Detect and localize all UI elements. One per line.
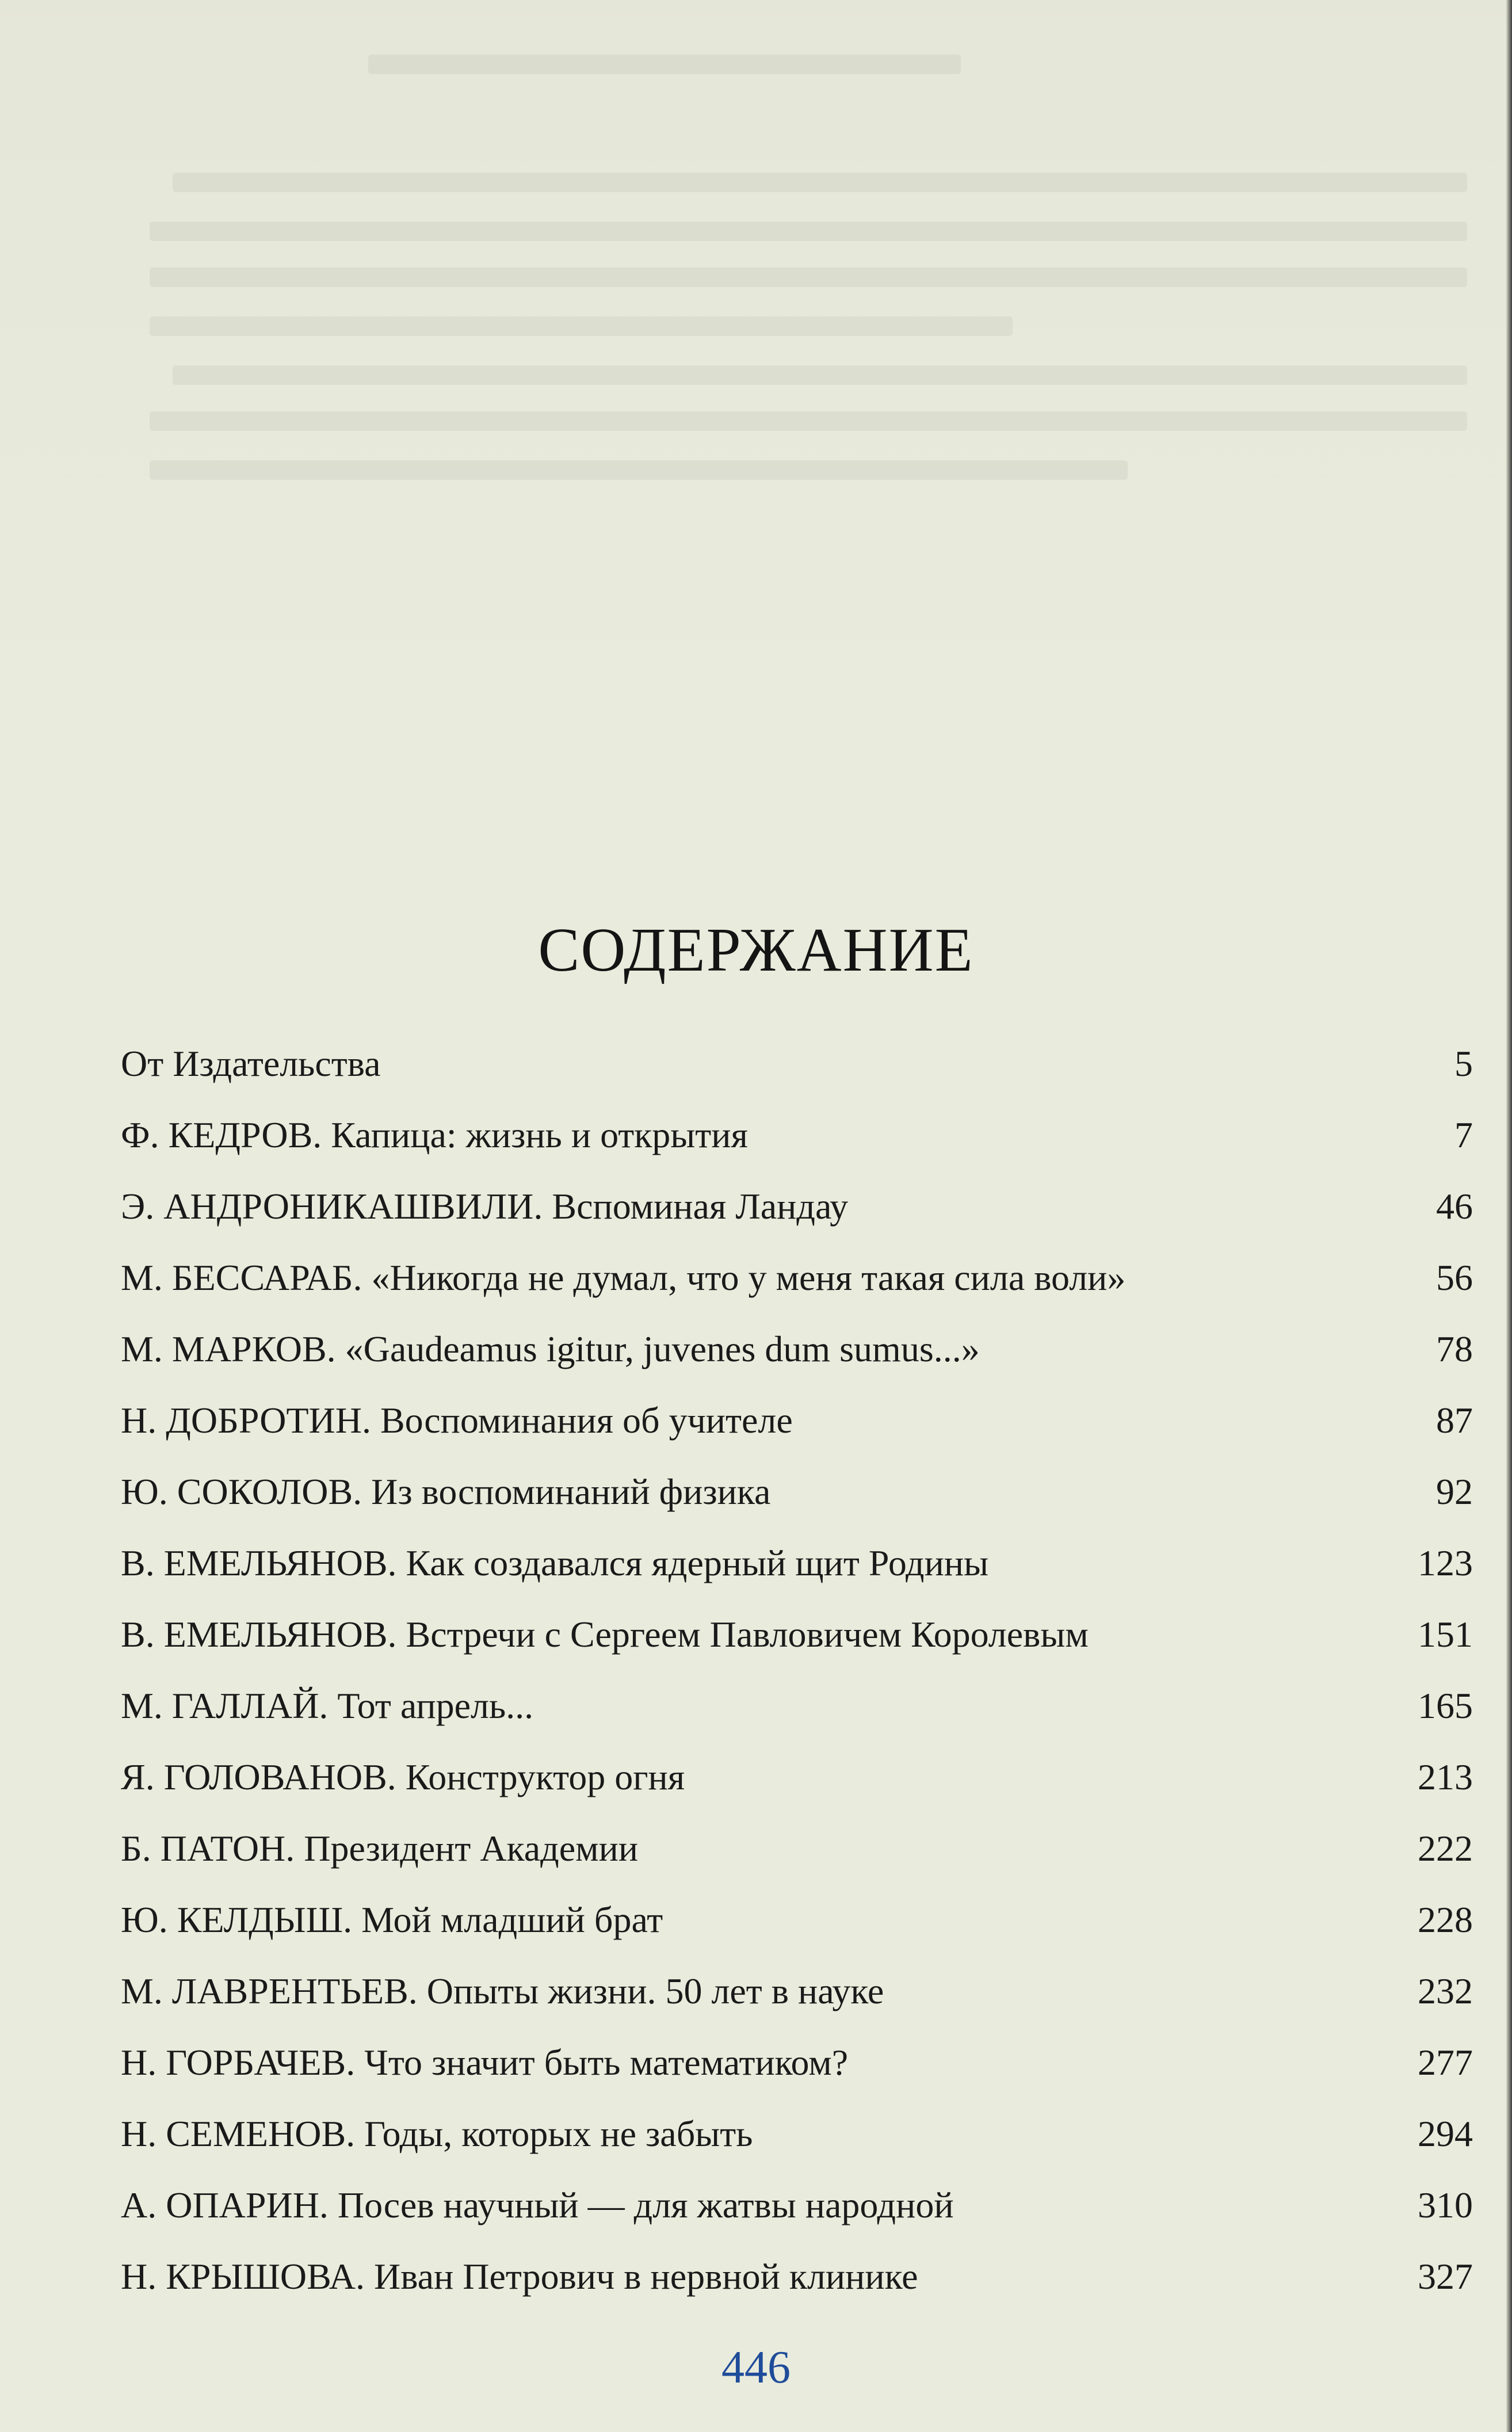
show-through-line bbox=[173, 365, 1467, 385]
toc-entry-text: М. МАРКОВ. «Gaudeamus igitur, juvenes dum sumus...» bbox=[121, 1328, 980, 1369]
toc-entry bbox=[121, 2041, 1473, 2113]
page-edge bbox=[1506, 0, 1512, 2432]
toc-page-number: 7 bbox=[1454, 1114, 1473, 1155]
toc-entry-text: Я. ГОЛОВАНОВ. Конструктор огня bbox=[121, 1757, 685, 1797]
show-through-line bbox=[150, 316, 1013, 336]
toc-entry bbox=[121, 1756, 1473, 1827]
toc-entry-text: От Издательства bbox=[121, 1043, 381, 1084]
toc-entry bbox=[121, 1328, 1473, 1399]
toc-entry-text: М. ГАЛЛАЙ. Тот апрель... bbox=[121, 1685, 534, 1726]
toc-entry-text: Ф. КЕДРОВ. Капица: жизнь и открытия bbox=[121, 1114, 748, 1155]
toc-entry bbox=[121, 2184, 1473, 2255]
toc-entry bbox=[121, 1471, 1473, 1542]
toc-page-number: 123 bbox=[1418, 1543, 1473, 1583]
show-through-line bbox=[368, 55, 961, 74]
toc-page-number: 310 bbox=[1418, 2185, 1473, 2225]
toc-entry bbox=[121, 1685, 1473, 1756]
toc-entry bbox=[121, 1542, 1473, 1613]
toc-entry bbox=[121, 1043, 1473, 1114]
toc-entry-text: М. ЛАВРЕНТЬЕВ. Опыты жизни. 50 лет в науке bbox=[121, 1971, 884, 2011]
toc-entry-text: В. ЕМЕЛЬЯНОВ. Как создавался ядерный щит Родины bbox=[121, 1543, 989, 1583]
toc-entry bbox=[121, 2255, 1473, 2327]
toc-entry-text: В. ЕМЕЛЬЯНОВ. Встречи с Сергеем Павловичем Королевым bbox=[121, 1614, 1089, 1655]
toc-entry-text: Н. СЕМЕНОВ. Годы, которых не забыть bbox=[121, 2113, 753, 2154]
toc-entry bbox=[121, 1399, 1473, 1471]
show-through-line bbox=[150, 460, 1128, 480]
show-through-line bbox=[173, 173, 1467, 192]
show-through-line bbox=[150, 411, 1467, 431]
toc-page-number: 222 bbox=[1418, 1828, 1473, 1869]
toc-entry bbox=[121, 1114, 1473, 1185]
toc-entry bbox=[121, 1970, 1473, 2041]
show-through-line bbox=[150, 268, 1467, 287]
toc-entry-text: А. ОПАРИН. Посев научный — для жатвы народной bbox=[121, 2185, 954, 2225]
toc-page-number: 165 bbox=[1418, 1685, 1473, 1726]
contents-title: СОДЕРЖАНИЕ bbox=[538, 916, 974, 984]
toc-entry-text: Н. КРЫШОВА. Иван Петрович в нервной клинике bbox=[121, 2256, 918, 2297]
toc-entry bbox=[121, 1827, 1473, 1899]
toc-page-number: 232 bbox=[1418, 1971, 1473, 2011]
toc-entry-text: Б. ПАТОН. Президент Академии bbox=[121, 1828, 639, 1869]
show-through-text-area bbox=[0, 0, 1512, 719]
toc-page-number: 327 bbox=[1418, 2256, 1473, 2297]
toc-entry-text: М. БЕССАРАБ. «Никогда не думал, что у меня такая сила воли» bbox=[121, 1257, 1126, 1298]
toc-page-number: 213 bbox=[1418, 1757, 1473, 1797]
toc-page-number: 228 bbox=[1418, 1899, 1473, 1940]
toc-entry-text: Э. АНДРОНИКАШВИЛИ. Вспоминая Ландау bbox=[121, 1186, 849, 1227]
toc-entry-text: Ю. СОКОЛОВ. Из воспоминаний физика bbox=[121, 1471, 771, 1512]
toc-page-number: 92 bbox=[1436, 1471, 1473, 1512]
table-of-contents bbox=[121, 1043, 1473, 2327]
page-number: 446 bbox=[721, 2342, 791, 2393]
toc-page-number: 56 bbox=[1436, 1257, 1473, 1298]
toc-entry-text: Н. ГОРБАЧЕВ. Что значит быть математиком? bbox=[121, 2042, 849, 2083]
toc-page-number: 277 bbox=[1418, 2042, 1473, 2083]
toc-entry bbox=[121, 1613, 1473, 1685]
toc-entry-text: Ю. КЕЛДЫШ. Мой младший брат bbox=[121, 1899, 663, 1940]
toc-entry bbox=[121, 1257, 1473, 1328]
toc-page-number: 5 bbox=[1454, 1043, 1473, 1084]
toc-page-number: 87 bbox=[1436, 1400, 1473, 1441]
toc-page-number: 294 bbox=[1418, 2113, 1473, 2154]
toc-page-number: 151 bbox=[1418, 1614, 1473, 1655]
toc-entry-text: Н. ДОБРОТИН. Воспоминания об учителе bbox=[121, 1400, 793, 1441]
toc-entry bbox=[121, 2113, 1473, 2184]
toc-entry bbox=[121, 1899, 1473, 1970]
toc-entry bbox=[121, 1185, 1473, 1257]
toc-page-number: 46 bbox=[1436, 1186, 1473, 1227]
show-through-line bbox=[150, 222, 1467, 241]
toc-page-number: 78 bbox=[1436, 1328, 1473, 1369]
